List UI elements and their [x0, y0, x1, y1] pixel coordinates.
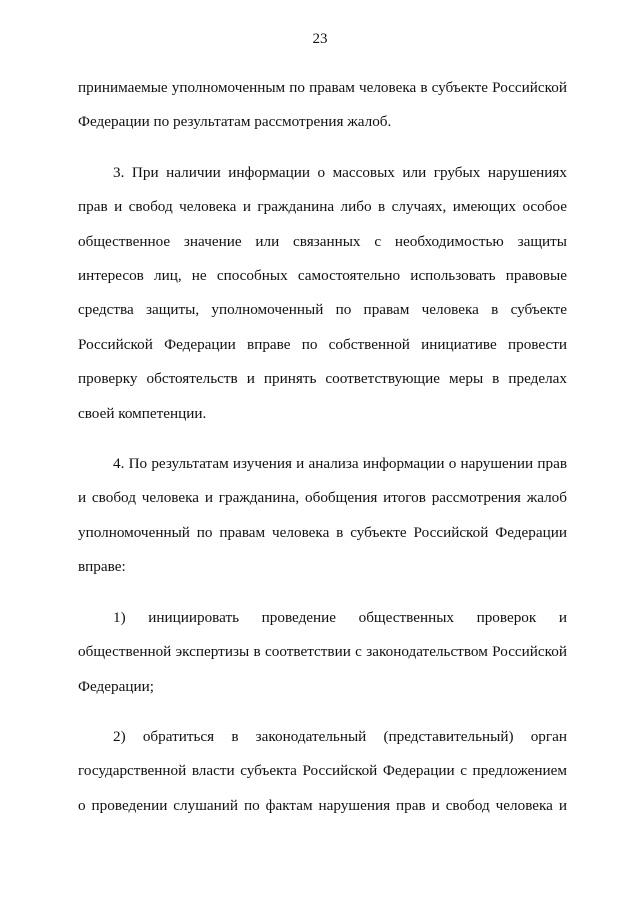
text-line: Федерации по результатам рассмотрения жалоб.: [78, 113, 392, 131]
text-line: интересов лиц, не способных самостоятельно использовать правовые: [78, 267, 567, 285]
page-number: 23: [312, 31, 328, 47]
text-line: и свобод человека и гражданина, обобщения итогов рассмотрения жалоб: [78, 489, 567, 507]
text-line: своей компетенции.: [78, 404, 207, 422]
text-line: 4. По результатам изучения и анализа информации о нарушении прав: [113, 455, 567, 473]
text-line: 1) инициировать проведение общественных проверок и: [113, 608, 567, 626]
text-line: Российской Федерации вправе по собственной инициативе провести: [78, 335, 567, 353]
text-line: средства защиты, уполномоченный по правам человека в субъекте: [78, 301, 567, 319]
text-line: государственной власти субъекта Российской Федерации с предложением: [78, 762, 567, 780]
paragraph-item-4: [78, 447, 567, 585]
text-line: уполномоченный по правам человека в субъекте Российской Федерации: [78, 523, 567, 541]
text-line: общественной экспертизы в соответствии с законодательством Российской: [78, 643, 567, 661]
text-line: принимаемые уполномоченным по правам человека в субъекте Российской: [78, 79, 567, 96]
text-line: о проведении слушаний по фактам нарушения прав и свобод человека и: [78, 796, 567, 814]
paragraph-subitem-1: [78, 601, 567, 704]
paragraph-subitem-2: [78, 720, 567, 823]
paragraph-item-3: [78, 156, 567, 431]
text-line: Федерации;: [78, 677, 154, 695]
text-line: 3. При наличии информации о массовых или грубых нарушениях: [113, 163, 567, 181]
document-body: [78, 71, 567, 823]
text-line: 2) обратиться в законодательный (представительный) орган: [113, 727, 567, 745]
paragraph-continuation: [78, 71, 567, 140]
text-line: вправе:: [78, 558, 126, 576]
text-line: прав и свобод человека и гражданина либо в случаях, имеющих особое: [78, 198, 567, 216]
text-line: проверку обстоятельств и принять соответствующие меры в пределах: [78, 370, 567, 388]
text-line: общественное значение или связанных с необходимостью защиты: [78, 232, 567, 250]
